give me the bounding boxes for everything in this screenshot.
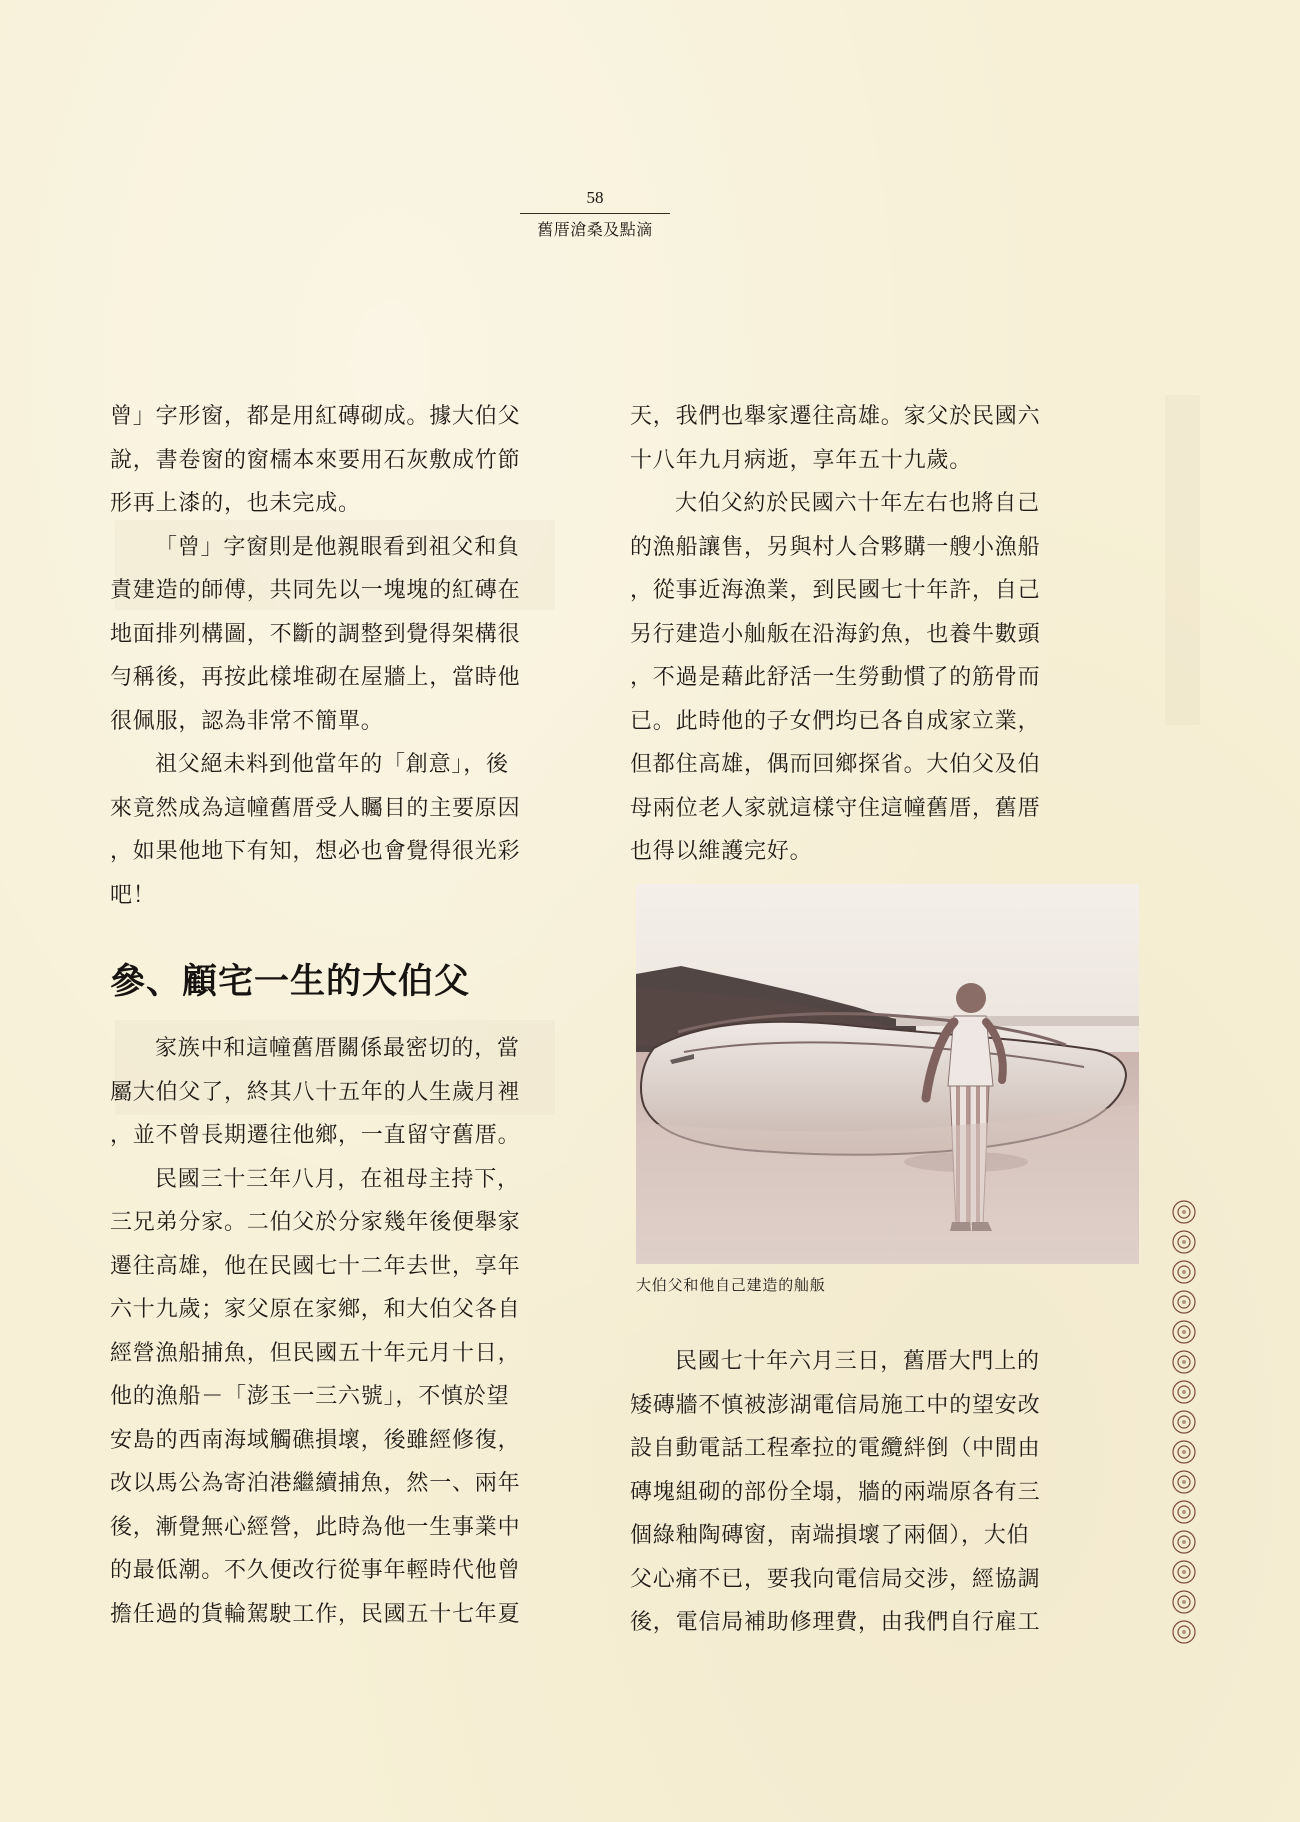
text-line: 另行建造小舢舨在沿海釣魚，也養牛數頭 — [630, 621, 1041, 647]
text-line: 天，我們也舉家遷往高雄。家父於民國六 — [630, 404, 1041, 429]
text-line: 曾」字形窗，都是用紅磚砌成。據大伯父 — [110, 404, 521, 429]
boat-photo — [636, 884, 1139, 1264]
text-line: 來竟然成為這幢舊厝受人矚目的主要原因 — [110, 795, 521, 821]
text-line: 也得以維護完好。 — [630, 839, 813, 864]
text-line: 家族中和這幢舊厝關係最密切的，當 — [155, 1036, 520, 1061]
text-line: 磚塊組砌的部份全塌，牆的兩端原各有三 — [630, 1479, 1041, 1505]
text-line: 矮磚牆不慎被澎湖電信局施工中的望安改 — [630, 1392, 1041, 1418]
text-line: 地面排列構圖，不斷的調整到覺得架構很 — [110, 621, 521, 647]
text-line: ，不過是藉此舒活一生勞動慣了的筋骨而 — [630, 665, 1041, 690]
text-line: 民國三十三年八月，在祖母主持下， — [155, 1166, 520, 1192]
text-line: 勻稱後，再按此樣堆砌在屋牆上，當時他 — [110, 665, 521, 690]
text-line: ，從事近海漁業，到民國七十年許，自己 — [630, 578, 1041, 603]
text-line: 但都住高雄，偶而回鄉探省。大伯父及伯 — [630, 752, 1041, 777]
text-line: 改以馬公為寄泊港繼續捕魚，然一、兩年 — [110, 1471, 521, 1496]
paragraph — [110, 1158, 555, 1637]
text-line: 擔任過的貨輪駕駛工作，民國五十七年夏 — [110, 1601, 521, 1627]
page-header — [520, 188, 670, 240]
text-line: 形再上漆的，也未完成。 — [110, 491, 361, 516]
boat-photo-illustration — [636, 884, 1139, 1264]
left-column — [110, 395, 555, 917]
text-line: 六十九歲；家父原在家鄉，和大伯父各自 — [110, 1297, 521, 1322]
text-line: 吧！ — [110, 882, 156, 908]
text-line: 的最低潮。不久便改行從事年輕時代他曾 — [110, 1558, 521, 1583]
paragraph — [110, 395, 555, 526]
text-line: 的漁船讓售，另與村人合夥購一艘小漁船 — [630, 534, 1041, 560]
text-line: 「曾」字窗則是他親眼看到祖父和負 — [155, 534, 520, 560]
text-line: 設自動電話工程牽拉的電纜絆倒（中間由 — [630, 1436, 1041, 1461]
paragraph — [110, 1027, 555, 1158]
text-line: 個綠釉陶磚窗，南端損壞了兩個），大伯 — [630, 1523, 1030, 1548]
left-column-lower — [110, 1027, 555, 1636]
text-line: 大伯父約於民國六十年左右也將自己 — [675, 491, 1040, 516]
text-line: 民國七十年六月三日，舊厝大門上的 — [675, 1349, 1040, 1374]
figure-caption: 大伯父和他自己建造的舢舨 — [636, 1276, 826, 1294]
text-line: 屬大伯父了，終其八十五年的人生歲月裡 — [110, 1079, 521, 1105]
paragraph — [630, 482, 1075, 874]
paragraph — [630, 1340, 1075, 1645]
page-number: 58 — [586, 188, 604, 207]
text-line: 已。此時他的子女們均已各自成家立業， — [630, 708, 1041, 734]
paragraph — [110, 526, 555, 744]
paragraph — [630, 395, 1075, 482]
text-line: 三兄弟分家。二伯父於分家幾年後便舉家 — [110, 1210, 521, 1235]
ornament-column-icon — [1162, 1198, 1206, 1650]
right-column-lower — [630, 1340, 1075, 1645]
text-line: 十八年九月病逝，享年五十九歲。 — [630, 447, 973, 473]
right-column — [630, 395, 1075, 874]
text-line: 經營漁船捕魚，但民國五十年元月十日， — [110, 1340, 521, 1366]
text-line: 祖父絕未料到他當年的「創意」，後 — [155, 752, 509, 777]
background-bleed-block — [1165, 395, 1200, 725]
text-line: 遷往高雄，他在民國七十二年去世，享年 — [110, 1253, 521, 1279]
side-ornament — [1162, 1198, 1206, 1650]
text-line: 父心痛不已，要我向電信局交涉，經協調 — [630, 1566, 1041, 1592]
text-line: 很佩服，認為非常不簡單。 — [110, 708, 384, 734]
text-line: 他的漁船－「澎玉一三六號」，不慎於望 — [110, 1384, 510, 1409]
text-line: ，如果他地下有知，想必也會覺得很光彩 — [110, 839, 521, 864]
header-rule — [520, 213, 670, 214]
section-title: 參、顧宅一生的大伯父 — [110, 961, 471, 1002]
text-line: 說，書卷窗的窗檽本來要用石灰敷成竹節 — [110, 447, 521, 473]
running-title: 舊厝滄桑及點滴 — [537, 220, 653, 239]
paragraph — [110, 743, 555, 917]
text-line: 後，電信局補助修理費，由我們自行雇工 — [630, 1610, 1041, 1635]
text-line: 安島的西南海域觸礁損壞，後雖經修復， — [110, 1427, 521, 1453]
text-line: 責建造的師傅，共同先以一塊塊的紅磚在 — [110, 578, 521, 603]
text-line: 後，漸覺無心經營，此時為他一生事業中 — [110, 1514, 521, 1540]
text-line: 母兩位老人家就這樣守住這幢舊厝，舊厝 — [630, 795, 1041, 821]
text-line: ，並不曾長期遷往他鄉，一直留守舊厝。 — [110, 1123, 521, 1148]
